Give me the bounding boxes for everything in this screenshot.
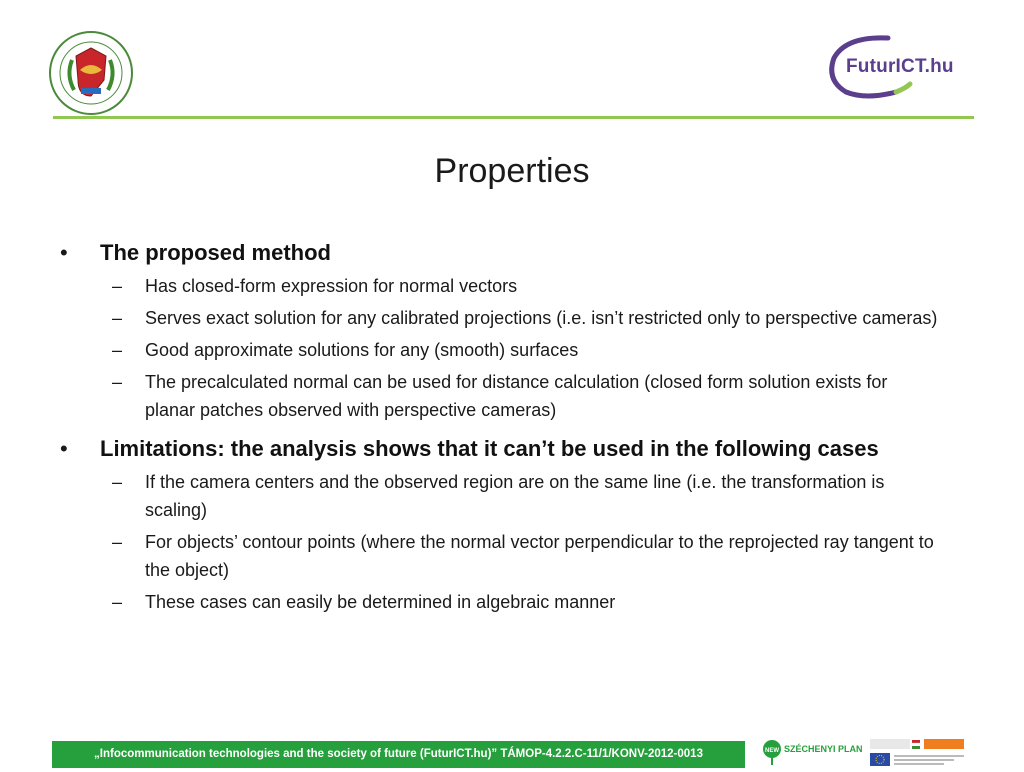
sub-item-text: For objects’ contour points (where the normal vector perpendicular to the reprojected ray tangent to the object) xyxy=(145,532,934,580)
bullet-symbol: • xyxy=(60,436,68,461)
bullet-heading: Limitations: the analysis shows that it can’t be used in the following cases xyxy=(100,436,879,461)
dash-symbol: – xyxy=(112,472,123,492)
bullet-item xyxy=(60,236,940,424)
sub-item xyxy=(100,588,940,616)
sub-item xyxy=(100,336,940,364)
sub-item-text: The precalculated normal can be used for distance calculation (closed form solution exists for planar patches observed with perspective cameras) xyxy=(145,372,888,420)
sub-item xyxy=(100,272,940,300)
bullet-item xyxy=(60,432,940,616)
new-badge-text: NEW xyxy=(765,748,779,754)
header-divider xyxy=(53,116,974,119)
footer-bar xyxy=(52,741,745,768)
eu-funding-logo xyxy=(870,737,970,767)
dash-symbol: – xyxy=(112,340,123,360)
sub-list xyxy=(100,468,940,616)
szechenyi-plan-logo xyxy=(762,738,862,766)
sub-list xyxy=(100,272,940,424)
university-seal-icon xyxy=(46,30,136,116)
futurict-logo-text: FuturICT.hu xyxy=(846,56,954,77)
footer-text: „Infocommunication technologies and the society of future (FuturICT.hu)” TÁMOP-4.2.2.C-11/1/KONV-2012-0013 xyxy=(94,748,703,760)
sub-item xyxy=(100,368,940,424)
sub-item-text: If the camera centers and the observed region are on the same line (i.e. the transformation is scaling) xyxy=(145,472,885,520)
sub-item xyxy=(100,468,940,524)
szechenyi-text: SZÉCHENYI PLAN xyxy=(784,744,863,754)
futurict-logo xyxy=(826,34,976,100)
slide-content xyxy=(60,236,940,624)
dash-symbol: – xyxy=(112,276,123,296)
bullet-heading: The proposed method xyxy=(100,240,331,265)
dash-symbol: – xyxy=(112,372,123,392)
sub-item-text: Good approximate solutions for any (smooth) surfaces xyxy=(145,340,579,360)
slide-title: Properties xyxy=(434,152,590,190)
sub-item xyxy=(100,528,940,584)
sub-item-text: These cases can easily be determined in algebraic manner xyxy=(145,592,616,612)
bullet-symbol: • xyxy=(60,240,68,265)
sub-item-text: Has closed-form expression for normal vectors xyxy=(145,276,518,296)
sub-item xyxy=(100,304,940,332)
dash-symbol: – xyxy=(112,308,123,328)
dash-symbol: – xyxy=(112,532,123,552)
dash-symbol: – xyxy=(112,592,123,612)
sub-item-text: Serves exact solution for any calibrated projections (i.e. isn’t restricted only to perspective cameras) xyxy=(145,308,938,328)
